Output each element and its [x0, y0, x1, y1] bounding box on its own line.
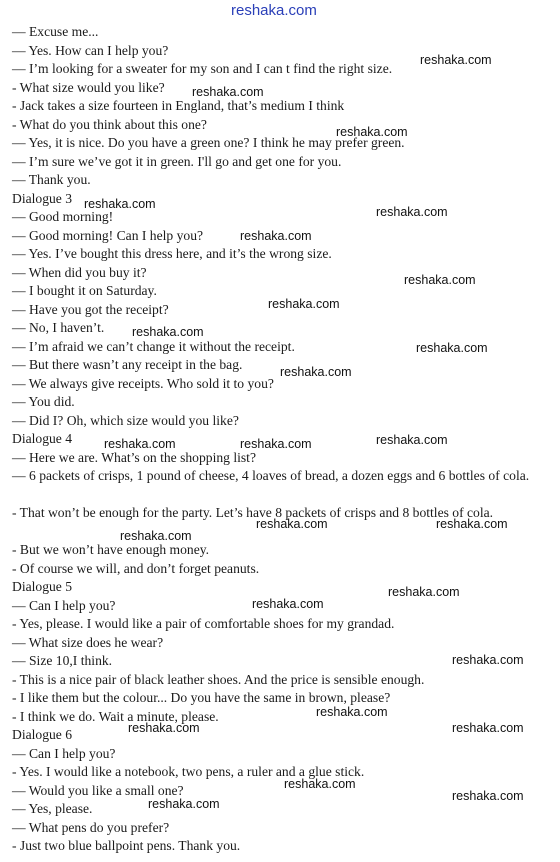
watermark: reshaka.com: [420, 53, 492, 67]
dialogue-line: - Jack takes a size fourteen in England, that’s medium I think: [12, 98, 345, 113]
watermark: reshaka.com: [128, 721, 200, 735]
watermark: reshaka.com: [280, 365, 352, 379]
watermark: reshaka.com: [84, 197, 156, 211]
dialogue-line: — 6 packets of crisps, 1 pound of cheese, 4 loaves of bread, a dozen eggs and 6 bottles of cola.: [12, 468, 530, 483]
dialogue-line: — You did.: [12, 394, 75, 409]
watermark: reshaka.com: [376, 433, 448, 447]
dialogue-line: — When did you buy it?: [12, 265, 147, 280]
dialogue-heading: Dialogue 4: [12, 431, 73, 446]
dialogue-line: — Good morning!: [12, 209, 114, 224]
dialogue-line: — Yes, please.: [12, 801, 93, 816]
watermark: reshaka.com: [436, 517, 508, 531]
dialogue-line: — I’m looking for a sweater for my son and I can t find the right size.: [12, 61, 393, 76]
watermark: reshaka.com: [388, 585, 460, 599]
dialogue-line: - I like them but the colour... Do you have the same in brown, please?: [12, 690, 391, 705]
dialogue-line: — I’m afraid we can’t change it without the receipt.: [12, 339, 295, 354]
watermark: reshaka.com: [240, 437, 312, 451]
dialogue-line: — Can I help you?: [12, 598, 116, 613]
dialogue-line: - I think we do. Wait a minute, please.: [12, 709, 219, 724]
watermark: reshaka.com: [452, 789, 524, 803]
dialogue-line: - What do you think about this one?: [12, 117, 207, 132]
dialogue-line: - Yes, please. I would like a pair of comfortable shoes for my grandad.: [12, 616, 395, 631]
watermark: reshaka.com: [416, 341, 488, 355]
dialogue-line: — Yes, it is nice. Do you have a green one? I think he may prefer green.: [12, 135, 405, 150]
watermark: reshaka.com: [192, 85, 264, 99]
dialogue-line: — I’m sure we’ve got it in green. I'll go and get one for you.: [12, 154, 342, 169]
dialogue-line: — Excuse me...: [12, 24, 99, 39]
watermark: reshaka.com: [336, 125, 408, 139]
dialogue-line: — Yes. I’ve bought this dress here, and it’s the wrong size.: [12, 246, 332, 261]
dialogue-line: - Just two blue ballpoint pens. Thank you.: [12, 838, 241, 853]
watermark: reshaka.com: [104, 437, 176, 451]
dialogue-line: — What size does he wear?: [12, 635, 164, 650]
dialogue-line: — Yes. How can I help you?: [12, 43, 169, 58]
dialogue-line: — Have you got the receipt?: [12, 302, 169, 317]
dialogue-line: — Would you like a small one?: [12, 783, 184, 798]
dialogue-line: - Yes. I would like a notebook, two pens, a ruler and a glue stick.: [12, 764, 365, 779]
dialogue-line: — Did I? Oh, which size would you like?: [12, 413, 239, 428]
dialogue-heading: Dialogue 3: [12, 191, 73, 206]
dialogue-line: — Here we are. What’s on the shopping list?: [12, 450, 256, 465]
watermark: reshaka.com: [268, 297, 340, 311]
watermark: reshaka.com: [376, 205, 448, 219]
watermark: reshaka.com: [240, 229, 312, 243]
dialogue-line: — But there wasn’t any receipt in the bag.: [12, 357, 243, 372]
dialogue-line: — What pens do you prefer?: [12, 820, 170, 835]
dialogue-line: - That won’t be enough for the party. Let’s have 8 packets of crisps and 8 bottles of cola.: [12, 505, 494, 520]
dialogue-line: — Can I help you?: [12, 746, 116, 761]
dialogue-line: — Good morning! Can I help you?: [12, 228, 204, 243]
dialogue-line: — Size 10,I think.: [12, 653, 113, 668]
dialogue-line: - This is a nice pair of black leather shoes. And the price is sensible enough.: [12, 672, 425, 687]
watermark-top: reshaka.com: [231, 2, 317, 19]
watermark: reshaka.com: [252, 597, 324, 611]
watermark: reshaka.com: [452, 653, 524, 667]
watermark: reshaka.com: [404, 273, 476, 287]
dialogue-line: - But we won’t have enough money.: [12, 542, 210, 557]
dialogue-line: - What size would you like?: [12, 80, 165, 95]
watermark: reshaka.com: [120, 529, 192, 543]
watermark: reshaka.com: [132, 325, 204, 339]
watermark: reshaka.com: [256, 517, 328, 531]
watermark: reshaka.com: [148, 797, 220, 811]
dialogue-heading: Dialogue 6: [12, 727, 73, 742]
dialogue-line: — I bought it on Saturday.: [12, 283, 157, 298]
dialogue-line: - Of course we will, and don’t forget peanuts.: [12, 561, 260, 576]
dialogue-line: — No, I haven’t.: [12, 320, 105, 335]
watermark: reshaka.com: [452, 721, 524, 735]
watermark: reshaka.com: [284, 777, 356, 791]
dialogue-line: — Thank you.: [12, 172, 91, 187]
watermark: reshaka.com: [316, 705, 388, 719]
dialogue-line: — We always give receipts. Who sold it to you?: [12, 376, 274, 391]
dialogue-heading: Dialogue 5: [12, 579, 73, 594]
